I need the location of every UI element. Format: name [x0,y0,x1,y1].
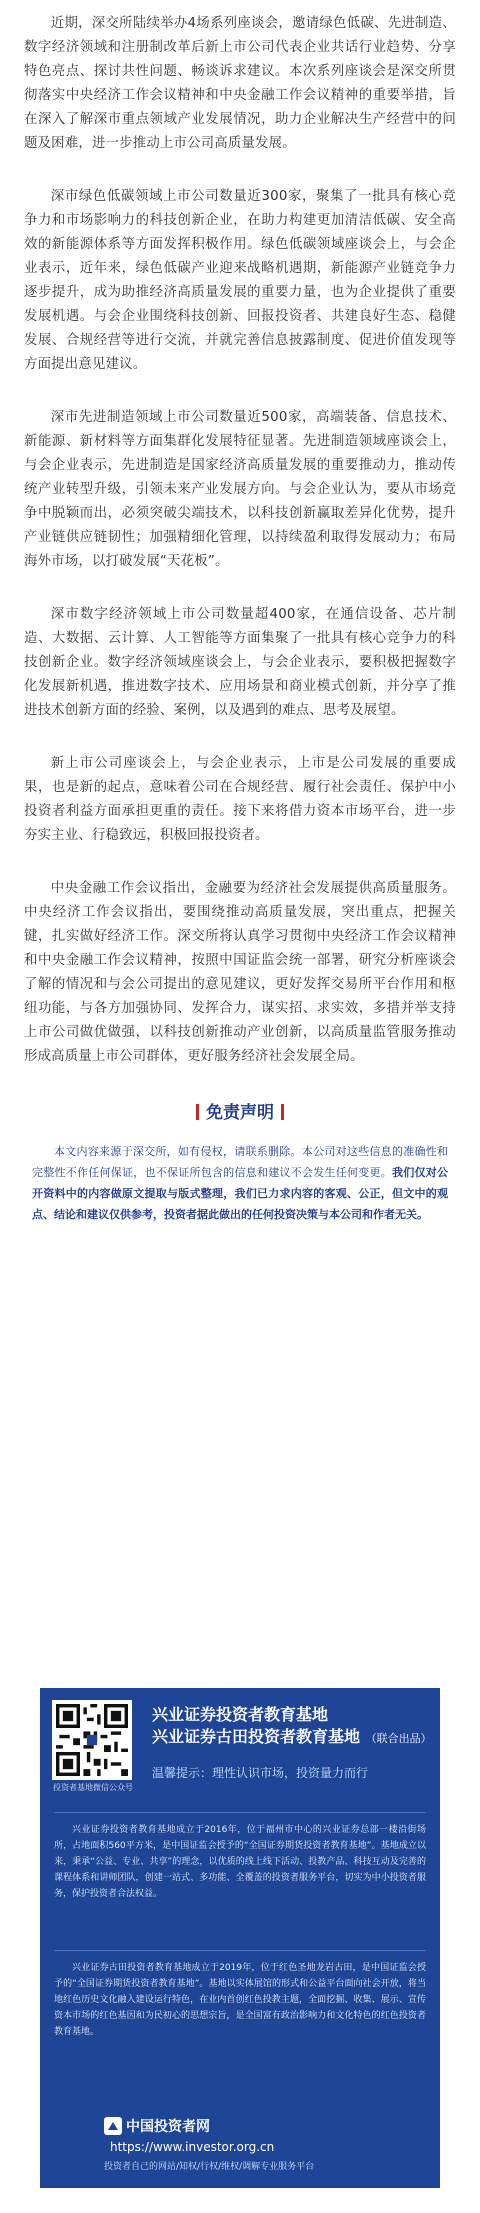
card-title-suffix: （联合出品） [365,1732,432,1745]
title-bar-right [281,1104,284,1120]
qr-code[interactable] [52,1700,132,1780]
title-bar-left [196,1104,199,1120]
card-title-line2 [152,1726,432,1750]
disclaimer-bold: 我们仅对公开资料中的内容做原文提取与版式整理，我们已力求内容的客观、公正，但文中的观点、结论和建议仅供参考，投资者据此做出的任何投资决策与本公司和作者无关。 [32,1166,448,1221]
qr-caption: 投资者基地微信公众号 [53,1783,133,1792]
article-body [0,0,480,1069]
site-tagline: 投资者自己的网站/知权/行权/维权/调解专业服务平台 [104,2162,315,2172]
qr-code-icon [56,1704,128,1776]
article-paragraph: 深市数字经济领域上市公司数量超400家，在通信设备、芯片制造、大数据、云计算、人工智能等方面集聚了一批具有核心竞争力的科技创新企业。数字经济领域座谈会上，与会企业表示，要积极把握数字化发展新机遇，推进数字技术、应用场景和商业模式创新，并分享了推进技术创新方面的经验、案例，以及遇到的难点、思考及展望。 [24,607,456,718]
article-paragraph: 近期，深交所陆续举办4场系列座谈会，邀请绿色低碳、先进制造、数字经济领域和注册制改革后新上市公司代表企业共话行业趋势、分享特色亮点、探讨共性问题、畅谈诉求建议。本次系列座谈会是深交所贯彻落实中央经济工作会议精神和中央金融工作会议精神的重要举措，旨在深入了解深市重点领域产业发展情况，助力企业解决生产经营中的问题及困难，进一步推动上市公司高质量发展。 [24,16,456,151]
article-paragraph: 深市先进制造领域上市公司数量近500家，高端装备、信息技术、新能源、新材料等方面集群化发展特征显著。先进制造领域座谈会上，与会企业表示，先进制造是国家经济高质量发展的重要推动力，推动传统产业转型升级，引领未来产业发展方向。与会企业认为，要从市场竞争中脱颖而出，必须突破尖端技术，以科技创新赢取差异化优势，提升产业链供应链韧性；加强精细化管理，以持续盈利取得发展动力；布局海外市场，以打破发展“天花板”。 [24,410,456,569]
article-paragraph: 新上市公司座谈会上，与会企业表示，上市是公司发展的重要成果，也是新的起点，意味着公司在合规经营、履行社会责任、保护中小投资者利益方面承担更重的责任。接下来将借力资本市场平台，进一步夯实主业、行稳致远，积极回报投资者。 [24,756,456,843]
card-divider [54,1812,426,1813]
investor-net-logo-icon [104,2117,122,2135]
card-title [152,1704,432,1750]
disclaimer-title [0,1098,480,1123]
disclaimer-plain: 本文内容来源于深交所，如有侵权，请联系删除。本公司对这些信息的准确性和完整性不作任何保证，也不保证所包含的信息和建议不会发生任何变更。 [32,1145,448,1179]
disclaimer-text [0,1141,480,1225]
site-name: 中国投资者网 [126,2119,210,2135]
warm-tip: 温馨提示：理性认识市场，投资量力而行 [152,1766,369,1780]
article-paragraph: 深市绿色低碳领域上市公司数量近300家，聚集了一批具有核心竞争力和市场影响力的科技创新企业，在助力构建更加清洁低碳、安全高效的新能源体系等方面发挥积极作用。绿色低碳领域座谈会上，与会企业表示，近年来，绿色低碳产业迎来战略机遇期，新能源产业链竞争力逐步提升，成为助推经济高质量发展的重要力量，也为企业提供了重要发展机遇。与会企业围绕科技创新、回报投资者、共建良好生态、稳健发展、合规经营等进行交流，并就完善信息披露制度、促进价值发现等方面提出意见建议。 [24,189,456,372]
card-title-line2-text: 兴业证券古田投资者教育基地 [152,1727,361,1746]
card-intro-2: 兴业证券古田投资者教育基地成立于2019年，位于红色圣地龙岩古田，是中国证监会授予的“全国证券期货投资者教育基地”。基地以实体展馆的形式和公益平台面向社会开放，将当地红色历史文化融入建设运行特色，在业内首创红色投教主题，全面挖掘、收集、展示、宣传资本市场的红色基因和为民初心的思想宗旨，是全国富有政治影响力和文化特色的红色投资者教育基地。 [54,1963,426,2037]
card-divider [54,1950,426,1951]
disclaimer-title-text: 免责声明 [206,1103,274,1123]
investor-site-link[interactable] [104,2116,376,2172]
card-intro-1: 兴业证券投资者教育基地成立于2016年，位于福州市中心的兴业证券总部一楼沿街场所，占地面积560平方米，是中国证监会授予的“全国证券期货投资者教育基地”。基地成立以来，秉承“公益、专业、共享”的理念，以优质的线上线下活动、投教产品、科技互动及完善的课程体系和讲师团队，创建一站式、多功能、全覆盖的投资者服务平台，切实为中小投资者服务，保护投资者合法权益。 [54,1825,426,1899]
card-title-line1: 兴业证券投资者教育基地 [152,1705,329,1724]
investor-education-card [40,1688,440,2188]
article-paragraph: 中央金融工作会议指出，金融要为经济社会发展提供高质量服务。中央经济工作会议指出，要围绕推动高质量发展，突出重点，把握关键，扎实做好经济工作。深交所将认真学习贯彻中央经济工作会议精神和中央金融工作会议精神，按照中国证监会统一部署，研究分析座谈会了解的情况和与会公司提出的意见建议，更好发挥交易所平台作用和枢纽功能，与各方加强协同、发挥合力，谋实招、求实效，多措并举支持上市公司做优做强，以科技创新推动产业创新，以高质量监管服务推动形成高质量上市公司群体，更好服务经济社会发展全局。 [24,881,456,1064]
site-url[interactable]: https://www.investor.org.cn [110,2140,275,2154]
